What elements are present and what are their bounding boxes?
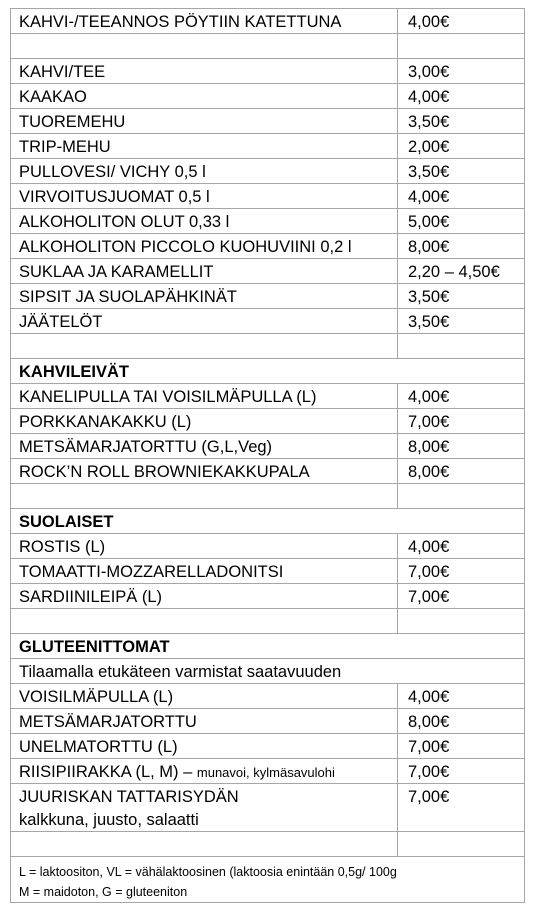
footnote <box>11 857 524 902</box>
menu-item-name <box>11 734 398 758</box>
menu-item-price: 4,00€ <box>408 688 450 706</box>
menu-item-price: 3,50€ <box>408 163 450 181</box>
section-heading-row <box>10 633 525 658</box>
menu-item-row <box>10 208 525 233</box>
menu-item-price: 8,00€ <box>408 463 450 481</box>
blank-cell <box>398 609 524 633</box>
menu-item-row <box>10 8 525 33</box>
menu-item-name <box>11 534 398 558</box>
menu-item-row <box>10 433 525 458</box>
item-name-text: PULLOVESI/ VICHY 0,5 l <box>19 163 206 181</box>
info-row <box>10 658 525 683</box>
menu-item-row <box>10 83 525 108</box>
menu-item-row <box>10 308 525 333</box>
blank-cell <box>11 609 398 633</box>
menu-item-price: 7,00€ <box>408 738 450 756</box>
item-name-text: TOMAATTI-MOZZARELLADONITSI <box>19 563 284 581</box>
menu-item-row <box>10 133 525 158</box>
menu-item-row <box>10 758 525 783</box>
menu-item-price: 8,00€ <box>408 713 450 731</box>
blank-cell <box>398 334 524 358</box>
menu-item-price: 8,00€ <box>408 438 450 456</box>
blank-row <box>10 483 525 508</box>
menu-item-row <box>10 458 525 483</box>
menu-item-price: 2,00€ <box>408 138 450 156</box>
menu-item-name <box>11 134 398 158</box>
menu-item-price: 4,00€ <box>408 538 450 556</box>
menu-item-price: 7,00€ <box>408 563 450 581</box>
menu-item-name <box>11 84 398 108</box>
footnote-line: M = maidoton, G = gluteeniton <box>19 885 188 899</box>
menu-item-row <box>10 108 525 133</box>
blank-cell <box>398 832 524 856</box>
menu-item-price: 3,00€ <box>408 63 450 81</box>
blank-cell <box>11 484 398 508</box>
menu-item-price: 7,00€ <box>408 413 450 431</box>
menu-item-price: 3,50€ <box>408 113 450 131</box>
section-heading-row <box>10 508 525 533</box>
item-name-text: VOISILMÄPULLA (L) <box>19 688 174 706</box>
blank-cell <box>11 334 398 358</box>
item-description: munavoi, kylmäsavulohi <box>196 765 335 780</box>
menu-item-row <box>10 733 525 758</box>
menu-item-name <box>11 584 398 608</box>
section-heading: SUOLAISET <box>19 513 114 531</box>
blank-cell <box>398 34 524 58</box>
menu-item-price: 3,50€ <box>408 288 450 306</box>
menu-item-name <box>11 559 398 583</box>
menu-item-name <box>11 59 398 83</box>
menu-item-name <box>11 709 398 733</box>
section-heading: KAHVILEIVÄT <box>19 363 130 381</box>
footnote-line: L = laktoositon, VL = vähälaktoosinen (laktoosia enintään 0,5g/ 100g <box>19 865 397 879</box>
item-name-text: ALKOHOLITON PICCOLO KUOHUVIINI 0,2 l <box>19 238 352 256</box>
item-name-text: KAHVI/TEE <box>19 63 106 81</box>
menu-item-price: 3,50€ <box>408 313 450 331</box>
menu-item-name <box>11 459 398 483</box>
menu-item-name <box>11 384 398 408</box>
menu-item-row <box>10 708 525 733</box>
menu-item-name <box>11 184 398 208</box>
item-description: kalkkuna, juusto, salaatti <box>19 811 199 829</box>
menu-item-name <box>11 109 398 133</box>
menu-item-row <box>10 158 525 183</box>
menu-item-row <box>10 583 525 608</box>
menu-item-name <box>11 784 398 831</box>
blank-cell <box>11 34 398 58</box>
item-name-text: PORKKANAKAKKU (L) <box>19 413 192 431</box>
item-name-text: SIPSIT JA SUOLAPÄHKINÄT <box>19 288 237 306</box>
item-name-text: RIISIPIIRAKKA (L, M) – <box>19 763 197 781</box>
menu-item-price: 7,00€ <box>408 763 450 781</box>
item-name-text: KANELIPULLA TAI VOISILMÄPULLA (L) <box>19 388 317 406</box>
menu-item-row <box>10 283 525 308</box>
menu-item-name <box>11 284 398 308</box>
menu-item-price: 8,00€ <box>408 238 450 256</box>
item-name-text: KAHVI-/TEEANNOS PÖYTIIN KATETTUNA <box>19 13 342 31</box>
menu-item-row <box>10 183 525 208</box>
menu-item-name <box>11 759 398 783</box>
item-name-text: KAAKAO <box>19 88 87 106</box>
menu-item-price: 2,20 – 4,50€ <box>408 263 500 281</box>
item-name-text: METSÄMARJATORTTU <box>19 713 197 731</box>
menu-item-price: 5,00€ <box>408 213 450 231</box>
menu-item-price: 4,00€ <box>408 13 450 31</box>
item-name-text: SUKLAA JA KARAMELLIT <box>19 263 214 281</box>
section-heading-row <box>10 358 525 383</box>
menu-item-name <box>11 684 398 708</box>
menu-item-name <box>11 259 398 283</box>
menu-item-row <box>10 58 525 83</box>
menu-item-price: 7,00€ <box>408 588 450 606</box>
menu-item-name <box>11 9 398 33</box>
menu-item-price: 4,00€ <box>408 88 450 106</box>
item-name-text: ALKOHOLITON OLUT 0,33 l <box>19 213 230 231</box>
info-text: Tilaamalla etukäteen varmistat saatavuuden <box>19 663 342 681</box>
menu-item-name <box>11 159 398 183</box>
menu-item-row <box>10 383 525 408</box>
blank-cell <box>398 484 524 508</box>
menu-item-name <box>11 309 398 333</box>
item-name-text: JÄÄTELÖT <box>19 313 103 331</box>
menu-item-row <box>10 258 525 283</box>
blank-cell <box>11 832 398 856</box>
menu-item-name <box>11 209 398 233</box>
item-name-text: ROSTIS (L) <box>19 538 106 556</box>
menu-item-name <box>11 409 398 433</box>
menu-item-price: 7,00€ <box>408 788 450 806</box>
menu-item-row <box>10 233 525 258</box>
menu-item-name <box>11 234 398 258</box>
item-name-text: JUURISKAN TATTARISYDÄN <box>19 788 239 806</box>
item-name-text: ROCK’N ROLL BROWNIEKAKKUPALA <box>19 463 310 481</box>
menu-item-name <box>11 434 398 458</box>
blank-row <box>10 333 525 358</box>
item-name-text: TUOREMEHU <box>19 113 126 131</box>
item-name-text: UNELMATORTTU (L) <box>19 738 178 756</box>
menu-item-row <box>10 408 525 433</box>
item-name-text: SARDIINILEIPÄ (L) <box>19 588 163 606</box>
item-name-text: VIRVOITUSJUOMAT 0,5 l <box>19 188 210 206</box>
menu-item-row <box>10 683 525 708</box>
item-name-text: METSÄMARJATORTTU (G,L,Veg) <box>19 438 273 456</box>
blank-row <box>10 831 525 856</box>
menu-item-row <box>10 783 525 831</box>
menu-table <box>10 8 525 903</box>
blank-row <box>10 33 525 58</box>
menu-item-row <box>10 533 525 558</box>
item-name-text: TRIP-MEHU <box>19 138 111 156</box>
menu-item-price: 4,00€ <box>408 388 450 406</box>
menu-item-row <box>10 558 525 583</box>
menu-item-price: 4,00€ <box>408 188 450 206</box>
section-heading: GLUTEENITTOMAT <box>19 638 170 656</box>
footnote-row <box>10 856 525 903</box>
blank-row <box>10 608 525 633</box>
